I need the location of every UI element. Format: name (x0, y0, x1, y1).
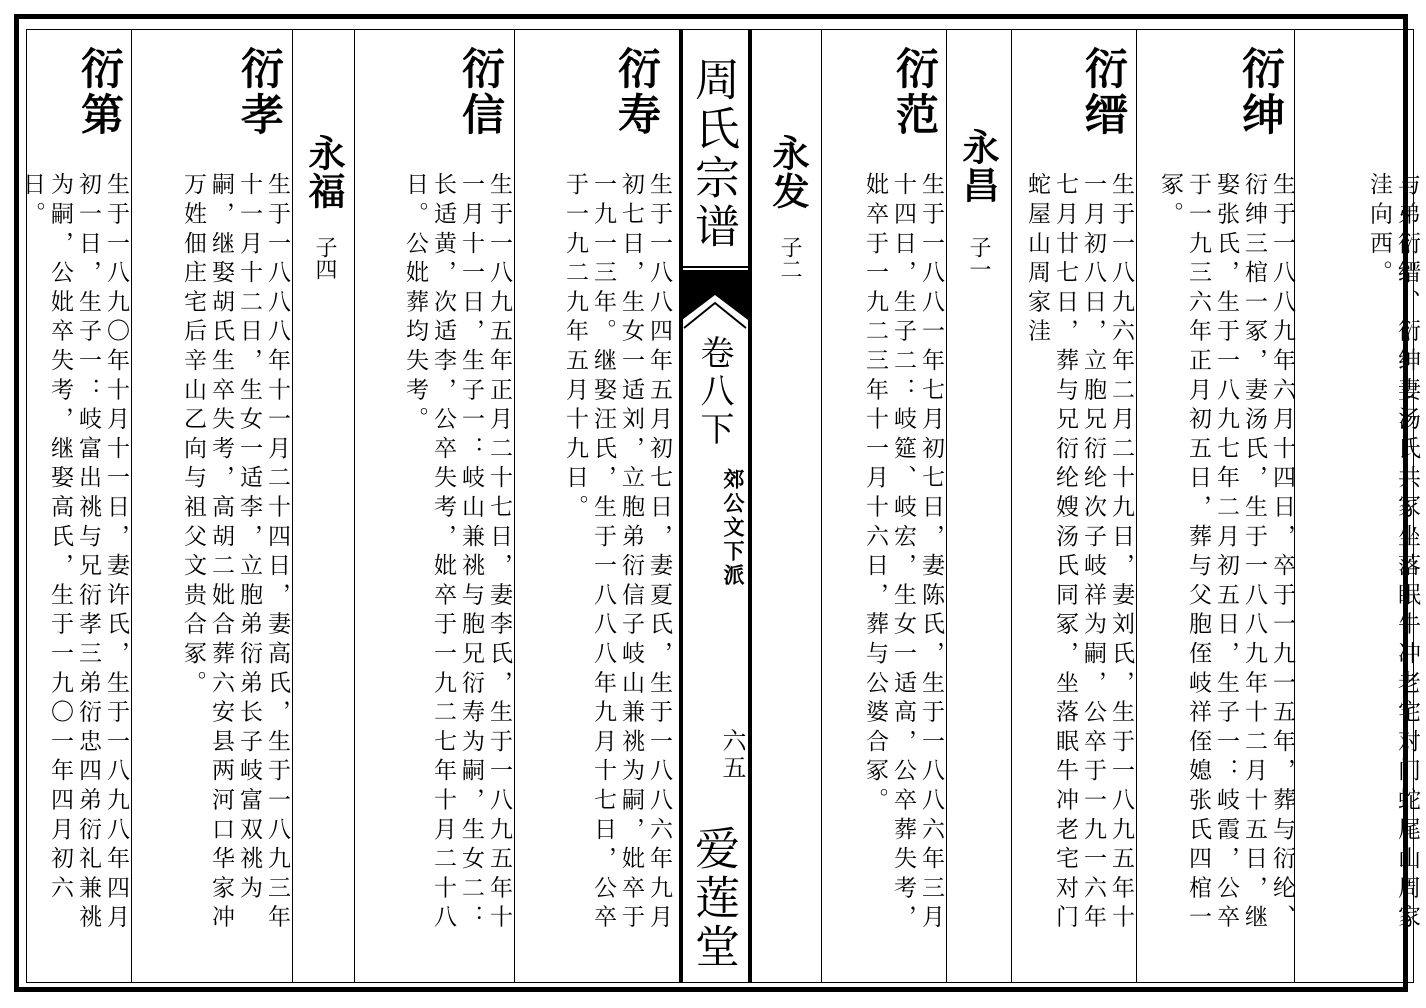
column-divider (946, 29, 947, 983)
entry-bio: 生于一八八九年六月十四日，卒于一九一五年，葬与衍纶、衍绅三棺一冢，妻汤氏，生于一八八九年十二月十五日，继娶张氏，生于一八九七年二月初五日，生子一：岐霞，公卒于一九三六年正月初五日，葬与父胞侄岐祥侄媳张氏四棺一冢。 (1157, 172, 1295, 934)
column-divider (131, 29, 132, 983)
generation-role: 子四 (312, 236, 337, 280)
generation-name: 永昌 (956, 128, 1000, 204)
column-divider (514, 29, 515, 983)
column-divider (821, 29, 822, 983)
entry-name: 衍寿 (611, 46, 661, 138)
entry-name: 衍孝 (234, 46, 284, 138)
generation-name: 永福 (302, 134, 346, 210)
entry-bio: 生于一八八八年十一月二十四日，妻高氏，生于一八九三年十一月十二日，生女一适李，立胞弟衍弟长子岐富双祧为嗣，继娶胡氏生卒失考，高胡二妣合葬六安县两河口华家冲万姓佃庄宅后辛山乙向与祖父文贵合冢。 (180, 172, 290, 934)
entry-bio: 生于一八九五年正月二十七日，妻李氏，生于一八九五年十一月十一日，生子一：岐山兼祧与胞兄衍寿为嗣，生女二：长适黄，次适李，公卒失考，妣卒于一九二七年十月二十八日。公妣葬均失考。 (402, 172, 512, 934)
entry-bio: 生于一八八一年七月初七日，妻陈氏，生于一八八六年三月十四日，生子二：岐筵、岐宏，生女一适高，公卒葬失考，妣卒于一九二三年十一月十六日，葬与公婆合冢。 (862, 172, 944, 934)
entry-name: 衍范 (889, 46, 939, 138)
entry-name: 衍第 (74, 46, 124, 138)
column-divider (292, 29, 293, 983)
center-divider-left (679, 29, 683, 983)
entry-bio: 生于一八八四年五月初七日，妻夏氏，生于一八八六年九月初七日，生女一适刘，立胞弟衍信子岐山兼祧为嗣，妣卒于一九一三年。继娶汪氏，生于一八八八年九月十七日，公卒于一九二九年五月十九日。 (562, 172, 672, 934)
center-divider-right (748, 29, 752, 983)
hall-name: 爱莲堂 (687, 825, 740, 972)
column-divider (1011, 29, 1012, 983)
continuation-text: 与弟衍缙、衍绅妻汤氏共冢坐落眠牛冲老宅对门蛇尾山周家洼向西。 (1366, 172, 1420, 934)
entry-name: 衍信 (455, 46, 505, 138)
generation-name: 永发 (766, 134, 810, 210)
entry-bio: 生于一八九〇年十月十一日，妻许氏，生于一八九八年四月初一日，生子一：岐富出祧与兄衍孝三弟衍忠四弟衍礼兼祧为嗣，公妣卒失考，继娶高氏，生于一九〇一年四月初六日。 (19, 172, 129, 934)
entry-name: 衍缙 (1078, 46, 1128, 138)
generation-role: 子二 (777, 236, 802, 280)
page-number: 六五 (718, 728, 746, 782)
column-divider (354, 29, 355, 983)
generation-role: 子一 (966, 236, 991, 280)
entry-name: 衍绅 (1235, 46, 1285, 138)
spine-rule (682, 266, 748, 268)
volume-label: 卷八下 (694, 335, 734, 449)
genealogy-title: 周氏宗谱 (687, 56, 740, 252)
entry-bio: 生于一八九六年二月二十九日，妻刘氏，生于一八九五年十一月初八日，立胞兄衍纶次子岐祥为嗣，公卒于一九一六年七月廿七日，葬与兄衍纶嫂汤氏同冢，坐落眠牛冲老宅对门蛇屋山周家洼 (1024, 172, 1134, 934)
branch-label: 郊公文下派 (721, 468, 746, 588)
column-divider (1136, 29, 1137, 983)
